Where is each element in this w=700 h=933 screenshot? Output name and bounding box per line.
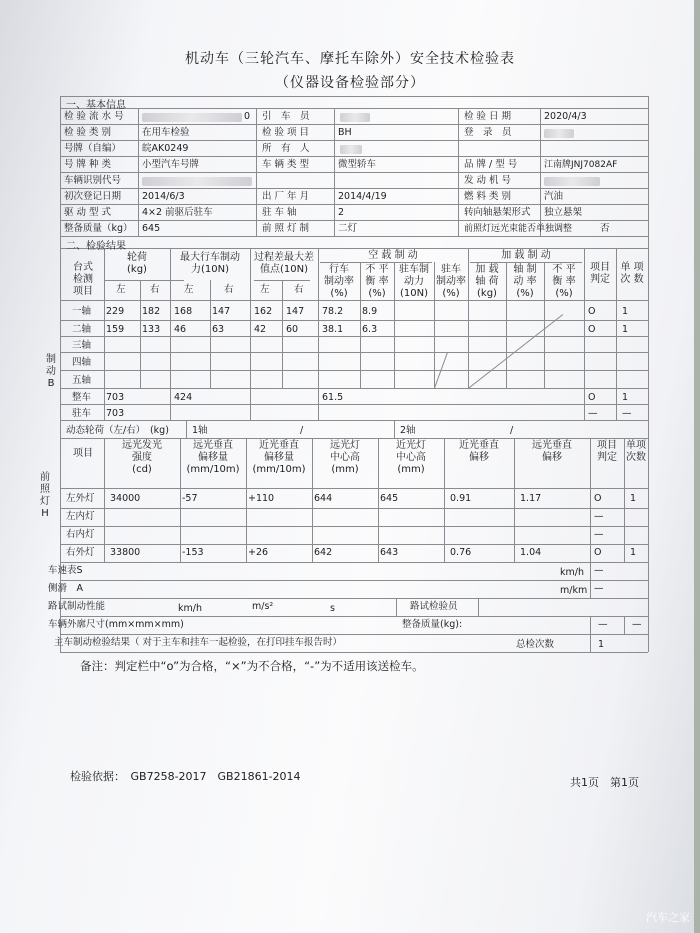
parking-load: 703 bbox=[106, 408, 125, 419]
dynamic-axle-2-slash: / bbox=[510, 425, 514, 436]
axle-2-load-right: 133 bbox=[142, 324, 161, 335]
engine-label: 发 动 机 号 bbox=[464, 175, 512, 186]
axle-2-brake-rate: 38.1 bbox=[322, 324, 344, 335]
section-basic-heading: 一、基本信息 bbox=[66, 100, 126, 111]
lamp-left-outer-count: 1 bbox=[630, 493, 637, 504]
whole-vehicle-max-brake: 424 bbox=[174, 392, 193, 403]
total-count-label: 总检次数 bbox=[516, 639, 555, 650]
suspension-label: 转向轴悬架形式 bbox=[464, 207, 531, 218]
rule bbox=[60, 236, 648, 237]
dynamic-axle-1: 1轴 bbox=[192, 425, 208, 436]
axle-1-max-right: 147 bbox=[212, 306, 231, 317]
dims-value-2: — bbox=[632, 619, 642, 630]
rule bbox=[60, 616, 648, 617]
rule bbox=[590, 562, 591, 598]
lamp-left-outer-label: 左外灯 bbox=[66, 493, 95, 504]
redacted-engine bbox=[544, 177, 600, 186]
rule bbox=[140, 280, 141, 388]
plate-type-value: 小型汽车号牌 bbox=[142, 159, 200, 170]
side-slip-unit: m/km bbox=[560, 585, 588, 596]
first-reg-label: 初次登记日期 bbox=[64, 191, 122, 202]
plate-label: 号牌（自编） bbox=[64, 143, 122, 154]
rule bbox=[60, 526, 648, 527]
rule bbox=[60, 140, 648, 141]
load-right-head: 右 bbox=[150, 284, 160, 295]
whole-vehicle-count: 1 bbox=[622, 392, 629, 403]
sub-unbalance: 不 平 衡 率 (%) bbox=[365, 264, 389, 299]
owner-label: 所 有 人 bbox=[262, 143, 310, 154]
mfg-value: 2014/4/19 bbox=[338, 191, 387, 202]
park-axle-value: 2 bbox=[338, 207, 345, 218]
rule bbox=[60, 188, 648, 189]
drive-value: 4×2 前驱后驻车 bbox=[142, 207, 213, 218]
remark-note: 备注：判定栏中“o”为合格，“×”为不合格，“-”为不适用该送检车。 bbox=[80, 659, 424, 673]
whole-vehicle-verdict: O bbox=[588, 392, 596, 403]
rule bbox=[590, 616, 591, 652]
lamp-left-inner-label: 左内灯 bbox=[66, 511, 95, 522]
redacted-owner bbox=[340, 145, 362, 154]
axle-2-max-right: 63 bbox=[212, 324, 225, 335]
watermark: 汽车之家 bbox=[646, 911, 690, 924]
rule bbox=[60, 420, 648, 421]
axle-1-count: 1 bbox=[622, 306, 629, 317]
lamp-right-outer-high-vert: -153 bbox=[182, 547, 204, 558]
lamp-right-outer-low-vert: +26 bbox=[248, 547, 269, 558]
rule bbox=[60, 172, 648, 173]
lamp-right-outer-low-offset: 0.76 bbox=[450, 547, 472, 558]
col-diff-max: 过程差最大差 值点(10N) bbox=[254, 252, 314, 275]
axle-2-verdict: O bbox=[588, 324, 596, 335]
lamp-col-high-offset: 远光垂直 偏移 bbox=[532, 440, 572, 463]
road-test-speed-unit: km/h bbox=[178, 603, 202, 614]
rule bbox=[60, 388, 648, 389]
lamp-right-outer-verdict: O bbox=[594, 547, 602, 558]
vehicle-dimensions-label: 车辆外廓尺寸(mm×mm×mm) bbox=[48, 619, 184, 630]
sub-axle-load: 加 载 轴 荷 (kg) bbox=[475, 264, 499, 299]
plate-type-label: 号 牌 种 类 bbox=[64, 159, 112, 170]
lamp-right-inner-verdict: — bbox=[594, 529, 604, 540]
fuel-label: 燃 料 类 别 bbox=[464, 191, 512, 202]
brand-label: 品 牌 / 型 号 bbox=[464, 159, 518, 170]
rule bbox=[60, 204, 648, 205]
lamp-right-outer-intensity: 33800 bbox=[110, 547, 141, 558]
serial-label: 检 验 流 水 号 bbox=[64, 111, 124, 122]
rule bbox=[60, 156, 648, 157]
road-test-decel-unit: m/s² bbox=[252, 601, 274, 612]
rule bbox=[60, 404, 648, 405]
sub-unbalance-loaded: 不 平 衡 率 (%) bbox=[552, 264, 576, 299]
dynamic-axle-1-slash: / bbox=[300, 425, 304, 436]
axle-2-diff-left: 42 bbox=[254, 324, 267, 335]
items-label: 检 验 项 目 bbox=[262, 127, 310, 138]
speedometer-verdict: — bbox=[594, 565, 604, 576]
lamp-left-outer-high-center: 644 bbox=[314, 493, 333, 504]
lamp-right-outer-label: 右外灯 bbox=[66, 547, 95, 558]
rule bbox=[60, 248, 648, 249]
lamp-col-count: 单项 次数 bbox=[626, 440, 646, 463]
axle-4-label: 四轴 bbox=[72, 357, 92, 368]
diff-left-head: 左 bbox=[260, 284, 270, 295]
brake-side-label: 制 动 B bbox=[46, 354, 56, 389]
speedometer-label: 车速表S bbox=[48, 565, 83, 576]
plate-value: 皖AK0249 bbox=[142, 143, 189, 154]
parking-label: 驻车 bbox=[72, 408, 92, 419]
axle-3-label: 三轴 bbox=[72, 340, 92, 351]
suspension-value: 独立悬架 bbox=[544, 207, 583, 218]
curb-mass-label: 整备质量（kg） bbox=[64, 223, 133, 234]
rule bbox=[256, 108, 257, 236]
axle-1-diff-left: 162 bbox=[254, 306, 273, 317]
axle-2-unbalance: 6.3 bbox=[362, 324, 378, 335]
rule bbox=[60, 652, 648, 653]
lamp-col-verdict: 项目 判定 bbox=[597, 440, 617, 463]
redacted-recorder bbox=[544, 129, 574, 138]
vehicle-type-label: 车 辆 类 型 bbox=[262, 159, 310, 170]
lamp-right-outer-high-center: 642 bbox=[314, 547, 333, 558]
rule bbox=[60, 544, 648, 545]
rule bbox=[60, 352, 648, 353]
col-count: 单 项 次 数 bbox=[620, 262, 644, 285]
rule bbox=[186, 420, 187, 438]
axle-2-count: 1 bbox=[622, 324, 629, 335]
max-left-head: 左 bbox=[184, 284, 194, 295]
lamp-col-high-vert: 远光垂直 偏移量 (mm/10m) bbox=[186, 440, 240, 475]
col-loaded-brake: 加 载 制 动 bbox=[501, 250, 551, 261]
page-count: 共1页 第1页 bbox=[570, 776, 639, 789]
rule bbox=[396, 598, 397, 616]
speedometer-unit: km/h bbox=[560, 567, 584, 578]
rule bbox=[60, 124, 648, 125]
rule bbox=[470, 262, 582, 263]
mfg-label: 出 厂 年 月 bbox=[262, 191, 310, 202]
rule bbox=[60, 488, 648, 489]
whole-vehicle-load: 703 bbox=[106, 392, 125, 403]
load-left-head: 左 bbox=[116, 284, 126, 295]
rule bbox=[60, 108, 648, 109]
main-brake-result-label: 主车制动检验结果（ 对于主车和挂车一起检验，在打印挂车报告时） bbox=[54, 637, 343, 648]
sub-brake-rate: 行车 制动率 (%) bbox=[324, 264, 354, 299]
rule bbox=[540, 108, 541, 236]
rule bbox=[60, 508, 648, 509]
lead-driver-label: 引 车 员 bbox=[262, 111, 310, 122]
road-test-inspector-label: 路试检验员 bbox=[410, 601, 458, 612]
rule bbox=[478, 598, 479, 616]
rule bbox=[60, 438, 648, 439]
lamp-col-intensity: 远光发光 强度 (cd) bbox=[122, 440, 162, 475]
inspection-basis: 检验依据： GB7258-2017 GB21861-2014 bbox=[70, 770, 301, 783]
total-count-value: 1 bbox=[598, 639, 605, 650]
rule bbox=[60, 634, 648, 635]
axle-1-label: 一轴 bbox=[72, 306, 92, 317]
col-wheel-load: 轮荷 (kg) bbox=[127, 252, 147, 275]
section-results-heading: 二、检验结果 bbox=[66, 241, 126, 252]
lamp-left-outer-low-offset: 0.91 bbox=[450, 493, 472, 504]
rule bbox=[394, 420, 395, 438]
col-max-brake: 最大行车制动 力(10N) bbox=[180, 252, 240, 275]
redacted-serial bbox=[142, 113, 242, 122]
road-test-time-unit: s bbox=[330, 603, 335, 614]
lamp-col-high-center: 远光灯 中心高 (mm) bbox=[330, 440, 360, 475]
axle-1-diff-right: 147 bbox=[286, 306, 305, 317]
headlamp-side-label: 前 照 灯 H bbox=[40, 472, 50, 519]
redacted-vin bbox=[142, 177, 252, 186]
lamp-left-outer-high-vert: -57 bbox=[182, 493, 198, 504]
rule bbox=[334, 108, 335, 236]
rule bbox=[624, 616, 625, 634]
whole-vehicle-label: 整车 bbox=[72, 392, 92, 403]
axle-1-unbalance: 8.9 bbox=[362, 306, 378, 317]
lamp-col-item: 项目 bbox=[73, 448, 93, 459]
lamp-right-outer-high-offset: 1.04 bbox=[520, 547, 542, 558]
col-empty-brake: 空 载 制 动 bbox=[368, 250, 418, 261]
drive-label: 驱 动 型 式 bbox=[64, 207, 112, 218]
lamp-right-outer-low-center: 643 bbox=[380, 547, 399, 558]
lamp-left-inner-verdict: — bbox=[594, 511, 604, 522]
vehicle-type-value: 微型轿车 bbox=[338, 159, 377, 170]
curb-mass-value: 645 bbox=[142, 223, 161, 234]
redacted-lead-driver bbox=[340, 113, 370, 122]
rule bbox=[320, 262, 432, 263]
side-slip-label: 侧滑 A bbox=[48, 583, 83, 594]
category-label: 检 验 类 别 bbox=[64, 127, 112, 138]
lamp-left-outer-low-vert: +110 bbox=[248, 493, 275, 504]
whole-vehicle-rate: 61.5 bbox=[322, 392, 344, 403]
beam-adjust-value: 否 bbox=[600, 223, 610, 234]
rule bbox=[648, 96, 649, 652]
sub-park-force: 驻车制 动力 (10N) bbox=[399, 264, 429, 299]
axle-2-label: 二轴 bbox=[72, 324, 92, 335]
headlamp-system-value: 二灯 bbox=[338, 223, 358, 234]
col-verdict: 项目 判定 bbox=[590, 262, 610, 285]
serial-value: 0 bbox=[244, 111, 251, 122]
parking-verdict: — bbox=[588, 408, 598, 419]
side-slip-verdict: — bbox=[594, 583, 604, 594]
rule bbox=[60, 580, 648, 581]
lamp-left-outer-high-offset: 1.17 bbox=[520, 493, 542, 504]
vin-label: 车辆识别代号 bbox=[64, 175, 122, 186]
rule bbox=[104, 280, 184, 281]
headlamp-system-label: 前 照 灯 制 bbox=[262, 223, 310, 234]
axle-2-diff-right: 60 bbox=[286, 324, 299, 335]
axle-1-verdict: O bbox=[588, 306, 596, 317]
dims-curb-mass-label: 整备质量(kg): bbox=[402, 619, 463, 630]
lamp-right-inner-label: 右内灯 bbox=[66, 529, 95, 540]
axle-2-load-left: 159 bbox=[106, 324, 125, 335]
rule bbox=[210, 280, 211, 388]
axle-1-load-left: 229 bbox=[106, 306, 125, 317]
brand-value: 江南牌JNJ7082AF bbox=[544, 160, 618, 170]
park-axle-label: 驻 车 轴 bbox=[262, 207, 297, 218]
axle-2-max-left: 46 bbox=[174, 324, 187, 335]
parking-count: — bbox=[622, 408, 632, 419]
category-value: 在用车检验 bbox=[142, 127, 190, 138]
sub-axle-rate: 轴 制 动 率 (%) bbox=[513, 264, 537, 299]
lamp-left-outer-verdict: O bbox=[594, 493, 602, 504]
diff-right-head: 右 bbox=[294, 284, 304, 295]
axle-5-label: 五轴 bbox=[72, 375, 92, 386]
lamp-col-low-center: 近光灯 中心高 (mm) bbox=[396, 440, 426, 475]
fuel-value: 汽油 bbox=[544, 191, 564, 202]
axle-1-brake-rate: 78.2 bbox=[322, 306, 344, 317]
dims-value-1: — bbox=[598, 619, 608, 630]
rule bbox=[60, 96, 648, 97]
col-station: 台式 检测 项目 bbox=[73, 262, 93, 297]
recorder-label: 登 录 员 bbox=[464, 127, 512, 138]
rule bbox=[60, 598, 648, 599]
rule bbox=[60, 336, 648, 337]
form-title: 机动车（三轮汽车、摩托车除外）安全技术检验表 bbox=[185, 51, 515, 67]
rule bbox=[60, 370, 648, 371]
axle-1-load-right: 182 bbox=[142, 306, 161, 317]
rule bbox=[60, 300, 648, 301]
beam-adjust-label: 前照灯远光束能否单独调整 bbox=[464, 224, 573, 234]
paper-edge bbox=[694, 0, 700, 933]
lamp-col-low-vert: 近光垂直 偏移量 (mm/10m) bbox=[252, 440, 306, 475]
first-reg-value: 2014/6/3 bbox=[142, 191, 185, 202]
rule bbox=[458, 108, 459, 236]
axle-1-max-left: 168 bbox=[174, 306, 193, 317]
lamp-left-outer-low-center: 645 bbox=[380, 493, 399, 504]
rule bbox=[60, 320, 648, 321]
lamp-left-outer-intensity: 34000 bbox=[110, 493, 141, 504]
road-test-label: 路试制动性能 bbox=[48, 601, 106, 612]
date-label: 检 验 日 期 bbox=[464, 111, 512, 122]
sub-park-rate: 驻车 制动率 (%) bbox=[436, 264, 466, 299]
rule bbox=[282, 280, 283, 388]
lamp-right-outer-count: 1 bbox=[630, 547, 637, 558]
dynamic-axle-2: 2轴 bbox=[400, 425, 416, 436]
rule bbox=[60, 562, 648, 563]
max-right-head: 右 bbox=[224, 284, 234, 295]
rule bbox=[138, 108, 139, 236]
form-subtitle: （仪器设备检验部分） bbox=[275, 75, 425, 91]
dynamic-load-label: 动态轮荷（左/右） (kg) bbox=[66, 425, 169, 436]
items-value: BH bbox=[338, 127, 352, 138]
date-value: 2020/4/3 bbox=[544, 111, 587, 122]
lamp-col-low-offset: 近光垂直 偏移 bbox=[459, 440, 499, 463]
rule bbox=[60, 220, 648, 221]
